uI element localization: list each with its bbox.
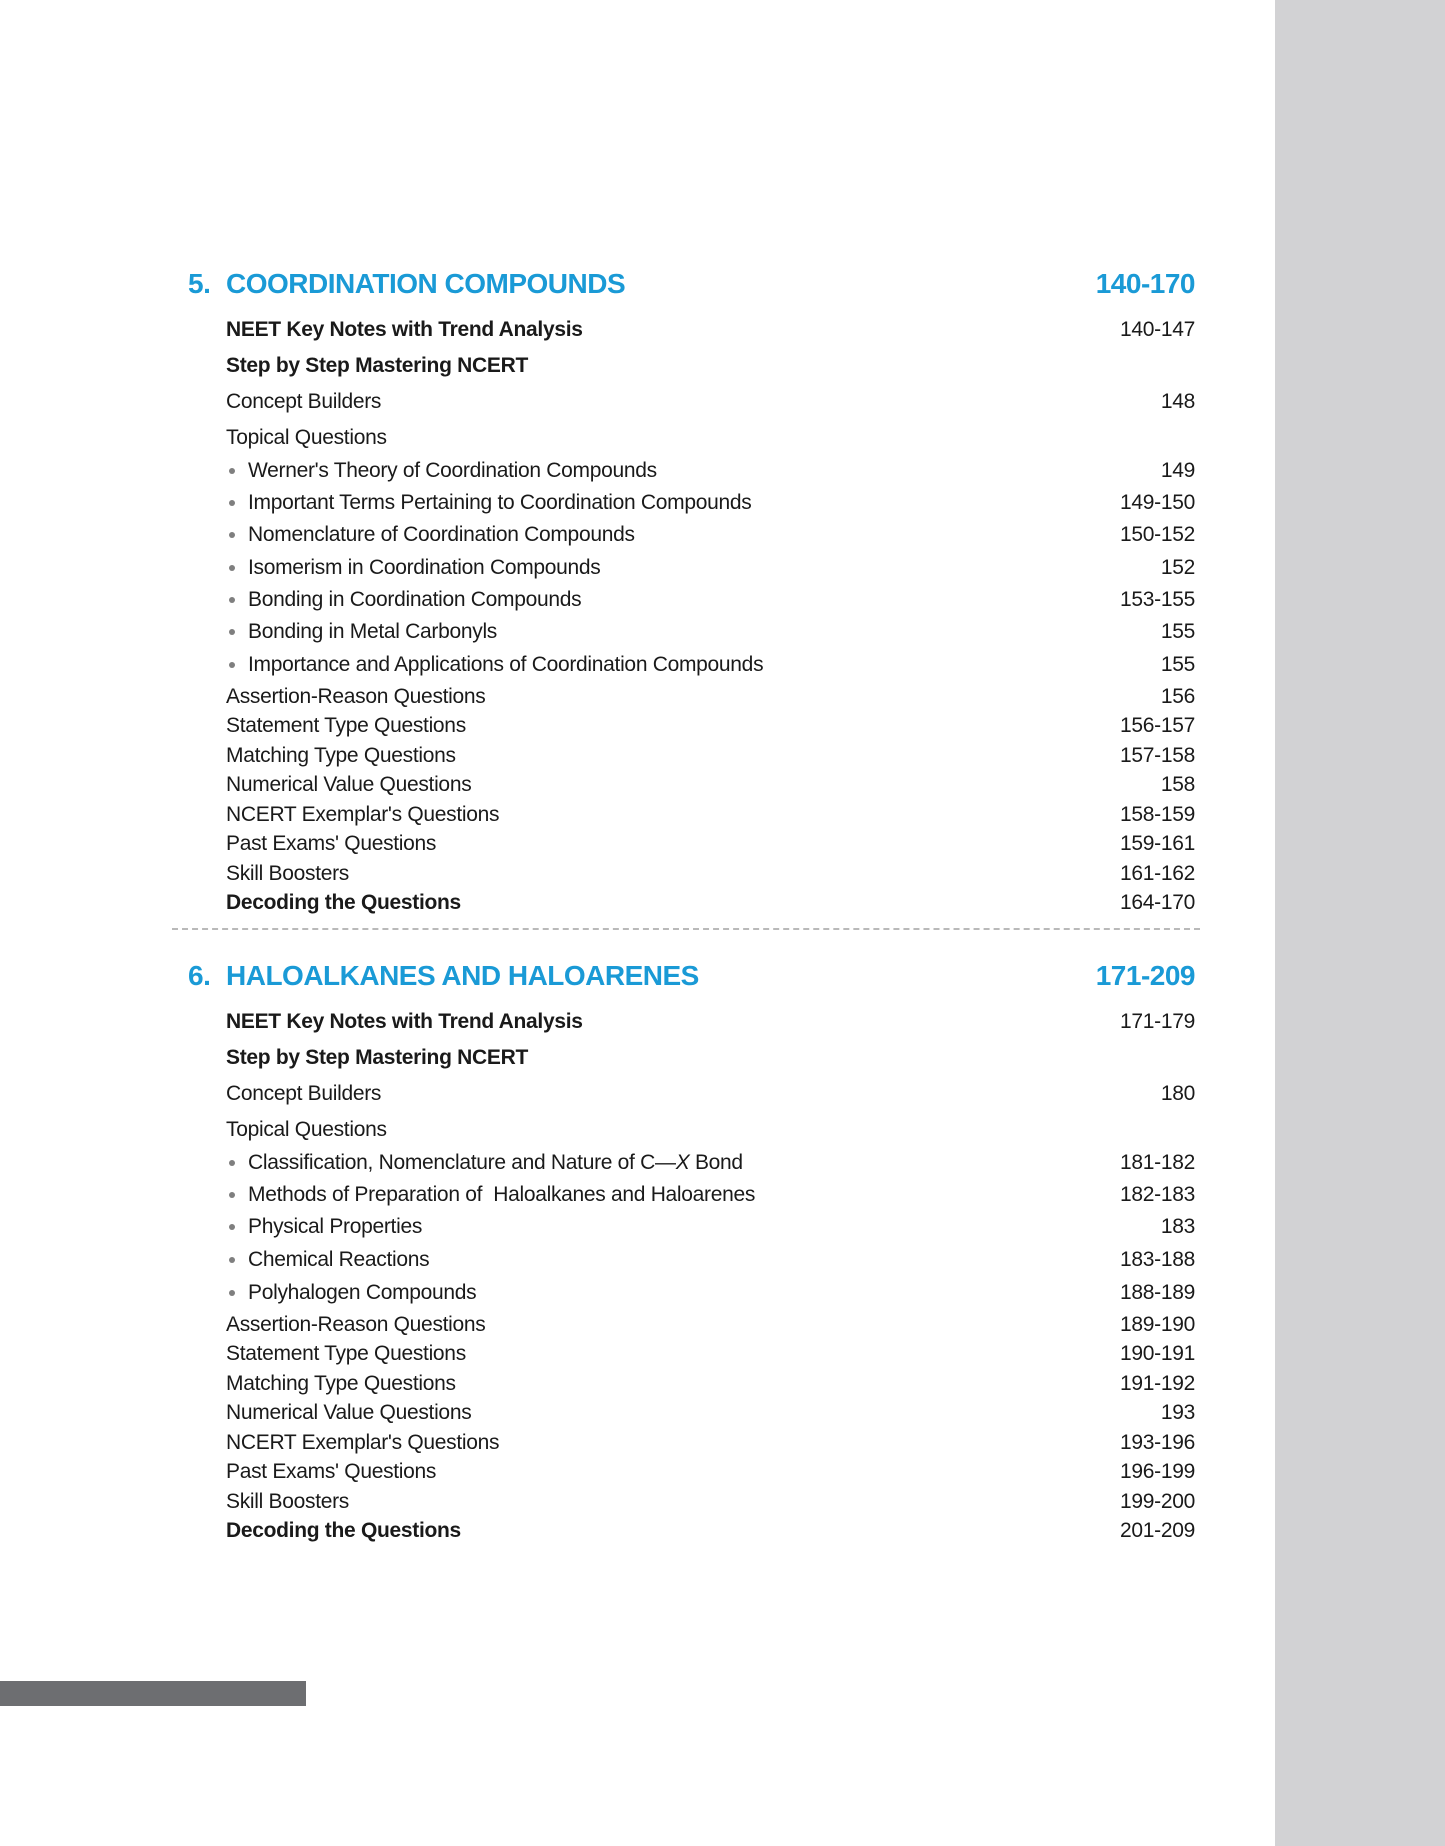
toc-topic[interactable]: Werner's Theory of Coordination Compounds 149 <box>226 455 1195 487</box>
toc-section-label: Topical Questions <box>226 425 387 449</box>
chapter-divider <box>172 928 1200 930</box>
toc-entry[interactable]: Concept Builders 180 <box>226 1082 1195 1105</box>
toc-topic[interactable]: Physical Properties 183 <box>226 1211 1195 1243</box>
chapter-title: 6. HALOALKANES AND HALOARENES <box>188 960 699 991</box>
chapter-page-range: 171-209 <box>1095 960 1195 991</box>
toc-topic[interactable]: Methods of Preparation of Haloalkanes and Haloarenes 182-183 <box>226 1179 1195 1211</box>
toc-topic[interactable]: Isomerism in Coordination Compounds 152 <box>226 552 1195 584</box>
toc-section-label: Topical Questions <box>226 1117 387 1141</box>
chapter-number: 5. <box>188 268 211 299</box>
chapter-heading[interactable] <box>188 960 1198 1004</box>
chapter-page-range: 140-170 <box>1095 268 1195 299</box>
toc-entry[interactable]: Decoding the Questions 164-170 <box>226 891 1195 915</box>
chapter-heading[interactable] <box>188 268 1198 312</box>
toc-entry[interactable]: Statement Type Questions 156-157 <box>226 714 1195 738</box>
chapter-number: 6. <box>188 960 211 991</box>
toc-topic[interactable]: Chemical Reactions 183-188 <box>226 1244 1195 1276</box>
toc-entry[interactable]: Past Exams' Questions 196-199 <box>226 1460 1195 1483</box>
chapter-6-section <box>188 960 1198 1546</box>
toc-entry[interactable]: Skill Boosters 161-162 <box>226 861 1195 885</box>
toc-topic[interactable]: Importance and Applications of Coordination Compounds 155 <box>226 648 1195 682</box>
toc-entry[interactable]: Assertion-Reason Questions 189-190 <box>226 1312 1195 1336</box>
toc-entry[interactable]: Statement Type Questions 190-191 <box>226 1342 1195 1365</box>
toc-entries <box>188 1004 1198 1546</box>
toc-topic[interactable]: Bonding in Metal Carbonyls 155 <box>226 616 1195 648</box>
toc-entry[interactable]: Concept Builders 148 <box>226 390 1195 413</box>
toc-entry[interactable]: NCERT Exemplar's Questions 193-196 <box>226 1430 1195 1454</box>
toc-topic[interactable]: Important Terms Pertaining to Coordination Compounds 149-150 <box>226 487 1195 519</box>
toc-entry[interactable]: Matching Type Questions 157-158 <box>226 743 1195 767</box>
page-margin-strip <box>1275 0 1445 1846</box>
toc-topic[interactable]: Polyhalogen Compounds 188-189 <box>226 1276 1195 1310</box>
toc-entries <box>188 312 1198 918</box>
toc-entry[interactable]: Numerical Value Questions 158 <box>226 773 1195 797</box>
toc-topic[interactable]: Nomenclature of Coordination Compounds 150-152 <box>226 519 1195 551</box>
toc-topic[interactable]: Classification, Nomenclature and Nature of C—X Bond 181-182 <box>226 1147 1195 1179</box>
toc-entry[interactable]: Past Exams' Questions 159-161 <box>226 832 1195 856</box>
toc-entry[interactable]: Numerical Value Questions 193 <box>226 1401 1195 1424</box>
chapter-5-section <box>188 268 1198 918</box>
toc-entry[interactable]: NCERT Exemplar's Questions 158-159 <box>226 802 1195 826</box>
toc-entry[interactable]: Assertion-Reason Questions 156 <box>226 684 1195 708</box>
footer-bar <box>0 1681 306 1706</box>
toc-section-label: Step by Step Mastering NCERT <box>226 1046 528 1069</box>
toc-entry[interactable]: Matching Type Questions 191-192 <box>226 1371 1195 1395</box>
toc-entry[interactable]: NEET Key Notes with Trend Analysis 140-147 <box>226 318 1195 341</box>
chapter-title: 5. COORDINATION COMPOUNDS <box>188 268 626 299</box>
toc-entry[interactable]: Skill Boosters 199-200 <box>226 1489 1195 1513</box>
toc-topic[interactable]: Bonding in Coordination Compounds 153-155 <box>226 584 1195 616</box>
toc-entry[interactable]: NEET Key Notes with Trend Analysis 171-179 <box>226 1010 1195 1033</box>
toc-section-label: Step by Step Mastering NCERT <box>226 354 528 377</box>
toc-entry[interactable]: Decoding the Questions 201-209 <box>226 1519 1195 1542</box>
